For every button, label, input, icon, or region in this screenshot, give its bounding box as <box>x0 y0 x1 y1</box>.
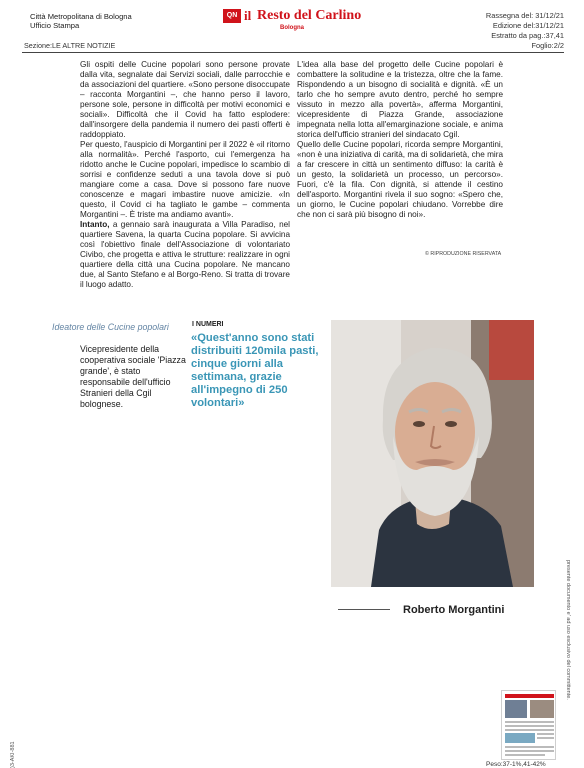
numbers-quote: «Quest'anno sono stati distribuiti 120mila pasti, cinque giorni alla settimana, grazie all'impegno di 250 volontari» <box>191 332 319 409</box>
qn-badge: QN <box>223 9 241 23</box>
article-column-1 <box>80 60 290 290</box>
edition-date: Edizione del:31/12/21 <box>492 21 564 30</box>
press-review-meta <box>486 11 564 51</box>
paragraph-lead: Intanto, <box>80 220 110 229</box>
usage-notice: presente documento e' ad uso esclusivo del committente. <box>565 560 571 700</box>
paragraph-text: a gennaio sarà inaugurata a Villa Paradiso, nel quartiere Savena, la quarta Cucina popolare. Si avvicina così l'obiettivo finale dell'Associazione di volontariato Civibo, che progetta e attiva le strutture: realizzare in ogni quartiere della città una Cucina popolare. Ne mancano due, al Santo Stefano e al Borgo-Reno. Si tratta di trovare il luogo adatto. <box>80 220 290 289</box>
copyright-notice: © RIPRODUZIONE RISERVATA <box>425 251 502 257</box>
page-extract: Estratto da pag.:37,41 <box>491 31 564 40</box>
sidebar-bio: Vicepresidente della cooperativa sociale 'Piazza grande', è stato responsabile dell'ufficio Stranieri della Cgil bolognese. <box>80 344 186 409</box>
article-column-2 <box>297 60 503 220</box>
publisher-block <box>30 12 132 30</box>
article-paragraph <box>80 220 290 290</box>
page-thumbnail <box>501 690 556 760</box>
article-paragraph: Gli ospiti delle Cucine popolari sono persone provate dalla vita, segnalate dai Servizi sociali, dalle parrocchie e da associazioni del quartiere. «Sono persone disoccupate – racconta Morgantini –, che hanno perso il lavoro, persone sole, persone in difficoltà per motivi economici e sociali». Difficoltà che il Covid ha fatto esplodere: dall'insorgere della pandemia il numero dei pasti offerti è raddoppiato. <box>80 60 290 139</box>
org-office: Ufficio Stampa <box>30 21 80 30</box>
rassegna-date: Rassegna del: 31/12/21 <box>485 11 564 20</box>
section-label: Sezione:LE ALTRE NOTIZIE <box>24 41 116 50</box>
article-paragraph: Per questo, l'auspicio di Morgantini per il 2022 è «il ritorno alla normalità». Perché l'asporto, cui l'emergenza ha ridotto anche le Cucine popolari, impedisce lo scambio di sorrisi e confidenze seduti a una tavola dove si può mangiare come a casa. Dove si possono fare nuove conoscenze e magari imbastire nuove amicizie. «In questo, il Covid ci ha tagliato le gambe – commenta Morgantini –. È triste ma andiamo avanti». <box>80 140 291 219</box>
org-name: Città Metropolitana di Bologna <box>30 12 132 21</box>
photo-caption-name: Roberto Morgantini <box>403 604 505 616</box>
article-paragraph: Quello delle Cucine popolari, ricorda sempre Morgantini, «non è una iniziativa di carità, ma di solidarietà, che mira a far crescere in città un sentimento diffuso: la carità è un gesto, la solidarietà un processo, un percorso». Fuori, c'è la fila. Con dignità, si attende il cestino dell'asporto. Morgantini rivela il suo sogno: «Spero che, un giorno, le Cucine popolari chiudano. Vorrebbe dire che non ci sarà più bisogno di noi». <box>297 140 503 219</box>
logo-name: Resto del Carlino <box>257 8 362 23</box>
numbers-label: I NUMERI <box>192 321 224 328</box>
logo-article: il <box>244 8 252 23</box>
sheet-number: Foglio:2/2 <box>531 41 564 50</box>
logo-city: Bologna <box>280 25 304 31</box>
article-paragraph: L'idea alla base del progetto delle Cucine popolari è combattere la solitudine e la tristezza, oltre che la fame. Rispondendo a un bisogno di socialità e dignità. «È un tarlo che ho sempre avuto dentro, perché ho sempre vissuto in mezzo alla povertà», afferma Morgantini, vicepresidente di Piazza Grande, associazione impegnata nella lotta all'emarginazione sociale, e anima storica dell'ufficio stranieri del sindacato Cgil. <box>297 60 503 139</box>
portrait-illustration <box>331 320 534 587</box>
thumbnail-preview <box>502 691 556 760</box>
portrait-photo <box>331 320 534 587</box>
sidebar-caption-title: Ideatore delle Cucine popolari <box>52 322 169 332</box>
header-divider <box>22 52 564 53</box>
photo-caption-rule <box>338 609 390 610</box>
weight-caption: Peso:37-1%,41-42% <box>486 761 546 768</box>
document-code: )3-AKI-881 <box>10 741 16 768</box>
page-header <box>0 0 584 54</box>
